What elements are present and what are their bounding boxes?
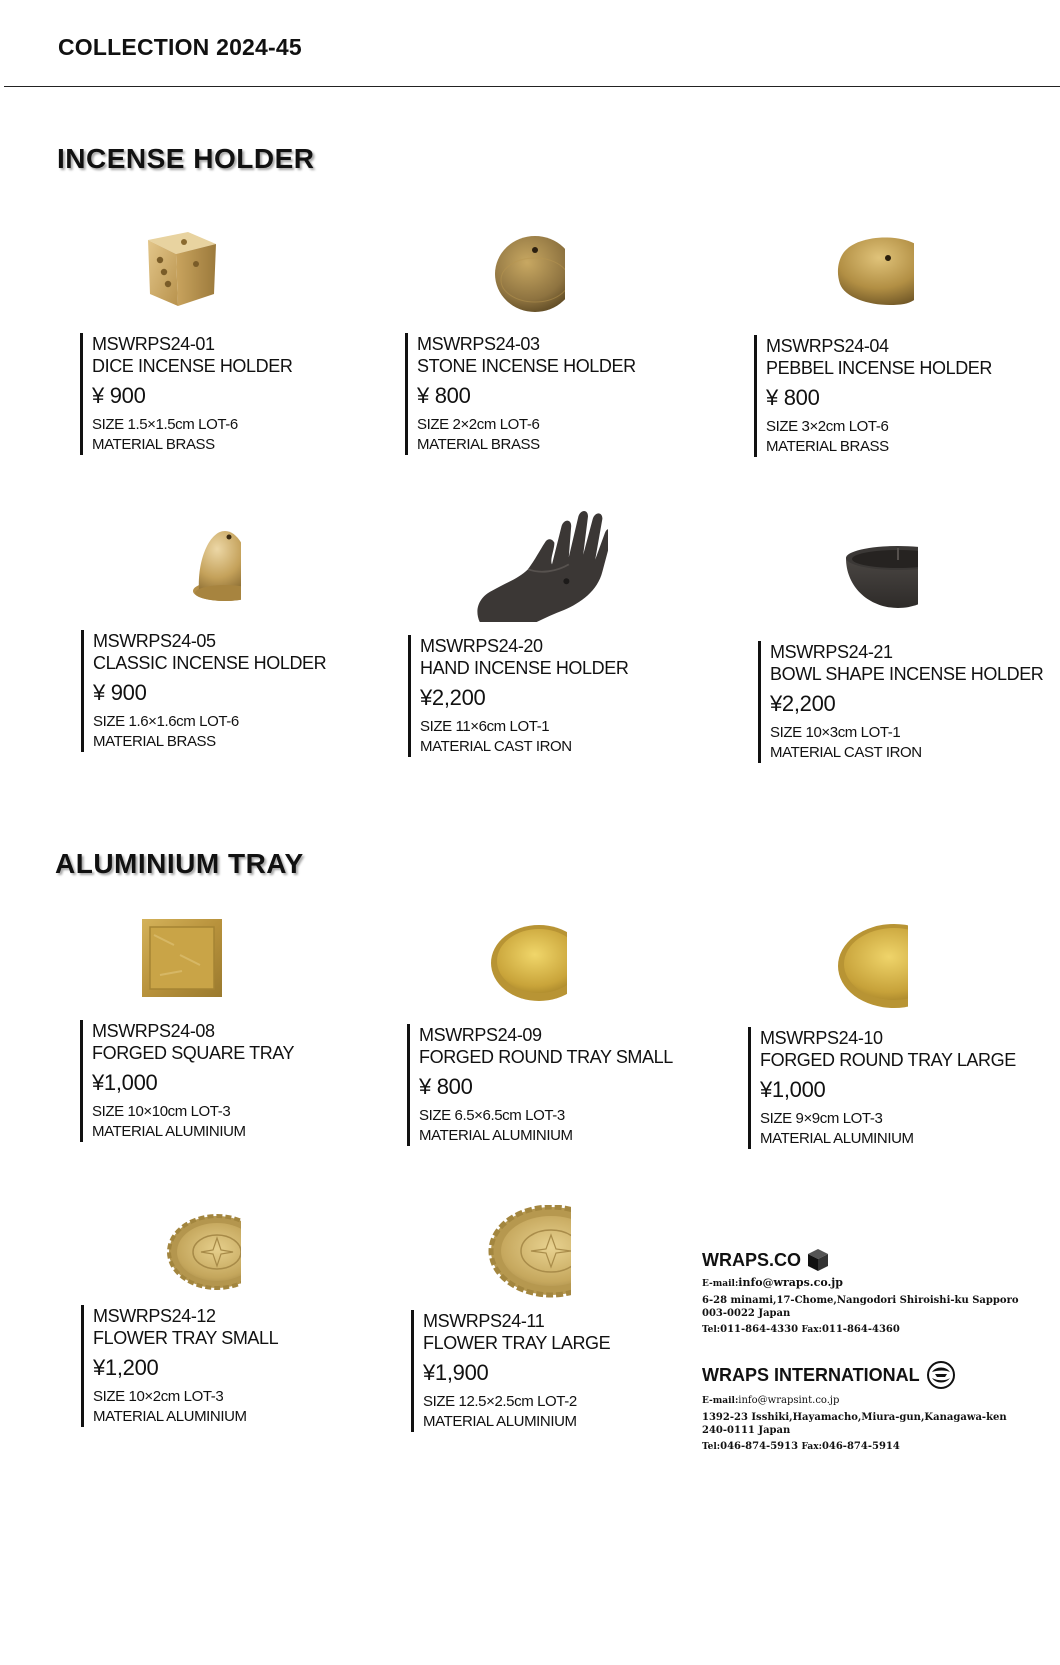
product-info [758,641,1043,763]
product-code: MSWRPS24-21 [770,642,893,662]
product-price: ¥2,200 [770,691,836,716]
product-size: SIZE 12.5×2.5cm LOT-2 [423,1393,577,1410]
product-price: ¥ 900 [92,383,146,408]
email-address[interactable]: info@wrapsint.co.jp [738,1395,840,1406]
hand-incense-holder-image [448,502,608,622]
product-material: MATERIAL ALUMINIUM [423,1413,577,1430]
flower-tray-large-image [451,1205,571,1305]
product-info [405,333,636,455]
header-divider [4,86,1060,87]
product-code: MSWRPS24-05 [93,631,216,651]
product-code: MSWRPS24-11 [423,1311,545,1331]
product-name: STONE INCENSE HOLDER [417,356,636,376]
product-info [748,1027,1016,1149]
company-name [702,1248,1032,1272]
product-name: FORGED ROUND TRAY SMALL [419,1047,673,1067]
company-email [702,1394,1032,1408]
product-size: SIZE 2×2cm LOT-6 [417,416,540,433]
product-size: SIZE 9×9cm LOT-3 [760,1110,883,1127]
product-name: PEBBEL INCENSE HOLDER [766,358,993,378]
cube-logo-icon [807,1248,829,1272]
product-price: ¥1,000 [760,1077,826,1102]
tel-number: 011-864-4330 [720,1324,799,1335]
product-name: HAND INCENSE HOLDER [420,658,629,678]
company-name [702,1360,1032,1390]
product-material: MATERIAL BRASS [92,436,215,453]
product-size: SIZE 10×3cm LOT-1 [770,724,901,741]
product-info [80,1020,294,1142]
product-info [81,1305,278,1427]
product-material: MATERIAL BRASS [417,436,540,453]
tel-label: Tel: [702,1325,721,1335]
product-name: CLASSIC INCENSE HOLDER [93,653,327,673]
email-address[interactable]: info@wraps.co.jp [738,1276,843,1289]
product-material: MATERIAL ALUMINIUM [93,1408,247,1425]
fax-label: Fax: [801,1325,822,1335]
dice-incense-holder-image [120,228,240,328]
product-name: FORGED ROUND TRAY LARGE [760,1050,1016,1070]
company-phone [702,1323,1032,1337]
company-block-wraps-international [702,1360,1032,1454]
tel-label: Tel: [702,1442,721,1452]
product-material: MATERIAL BRASS [93,733,216,750]
section-title-aluminium-tray: ALUMINIUM TRAY [55,848,304,879]
product-info [408,635,628,757]
classic-incense-holder-image [121,525,241,625]
product-code: MSWRPS24-20 [420,636,543,656]
section-title-incense-holder: INCENSE HOLDER [57,143,315,174]
product-material: MATERIAL ALUMINIUM [419,1127,573,1144]
product-material: MATERIAL ALUMINIUM [92,1123,246,1140]
product-price: ¥ 900 [93,680,147,705]
company-phone [702,1440,1032,1454]
fax-label: Fax: [801,1442,822,1452]
fax-number: 011-864-4360 [821,1324,900,1335]
email-label: E-mail: [702,1396,739,1406]
product-info [80,333,292,455]
globe-logo-icon [926,1360,956,1390]
product-name: BOWL SHAPE INCENSE HOLDER [770,664,1044,684]
product-size: SIZE 10×2cm LOT-3 [93,1388,224,1405]
product-card-flower-tray-large[interactable] [411,1205,711,1665]
product-material: MATERIAL BRASS [766,438,889,455]
product-info [81,630,326,752]
product-info [407,1024,673,1146]
product-price: ¥2,200 [420,685,486,710]
product-code: MSWRPS24-09 [419,1025,542,1045]
round-tray-small-image [447,919,567,1019]
product-size: SIZE 1.5×1.5cm LOT-6 [92,416,238,433]
product-price: ¥1,900 [423,1360,489,1385]
product-code: MSWRPS24-01 [92,334,215,354]
product-price: ¥ 800 [419,1074,473,1099]
product-code: MSWRPS24-10 [760,1028,883,1048]
product-code: MSWRPS24-08 [92,1021,215,1041]
product-name: FLOWER TRAY SMALL [93,1328,279,1348]
product-code: MSWRPS24-12 [93,1306,216,1326]
product-name: DICE INCENSE HOLDER [92,356,293,376]
product-info [754,335,992,457]
product-material: MATERIAL CAST IRON [420,738,572,755]
product-card-flower-tray-small[interactable] [81,1200,381,1660]
product-code: MSWRPS24-04 [766,336,889,356]
product-material: MATERIAL ALUMINIUM [760,1130,914,1147]
flower-tray-small-image [121,1200,241,1300]
product-name: FLOWER TRAY LARGE [423,1333,611,1353]
product-size: SIZE 11×6cm LOT-1 [420,718,550,735]
company-name-text: WRAPS.CO [702,1249,801,1270]
product-code: MSWRPS24-03 [417,334,540,354]
fax-number: 046-874-5914 [821,1441,900,1452]
product-material: MATERIAL CAST IRON [770,744,922,761]
product-price: ¥1,000 [92,1070,158,1095]
product-name: FORGED SQUARE TRAY [92,1043,295,1063]
round-tray-large-image [788,922,908,1022]
product-size: SIZE 1.6×1.6cm LOT-6 [93,713,239,730]
company-address: 6-28 minami,17-Chome,Nangodori Shiroishi-ku Sapporo [702,1295,1019,1306]
company-name-text: WRAPS INTERNATIONAL [702,1364,920,1385]
bowl-incense-holder-image [798,536,918,636]
company-email [702,1276,1032,1291]
product-size: SIZE 3×2cm LOT-6 [766,418,889,435]
stone-incense-holder-image [445,228,565,328]
product-size: SIZE 10×10cm LOT-3 [92,1103,231,1120]
company-block-wraps [702,1248,1032,1337]
product-price: ¥ 800 [417,383,471,408]
product-size: SIZE 6.5×6.5cm LOT-3 [419,1107,565,1124]
product-price: ¥1,200 [93,1355,159,1380]
pebble-incense-holder-image [794,230,914,330]
tel-number: 046-874-5913 [720,1441,799,1452]
product-price: ¥ 800 [766,385,820,410]
page-title: COLLECTION 2024-45 [58,34,302,60]
company-postal: 240-0111 Japan [702,1425,791,1436]
product-info [411,1310,610,1432]
email-label: E-mail: [702,1279,739,1289]
company-postal: 003-0022 Japan [702,1308,791,1319]
company-address: 1392-23 Isshiki,Hayamacho,Miura-gun,Kanagawa-ken [702,1412,1007,1423]
square-tray-image [120,915,240,1015]
